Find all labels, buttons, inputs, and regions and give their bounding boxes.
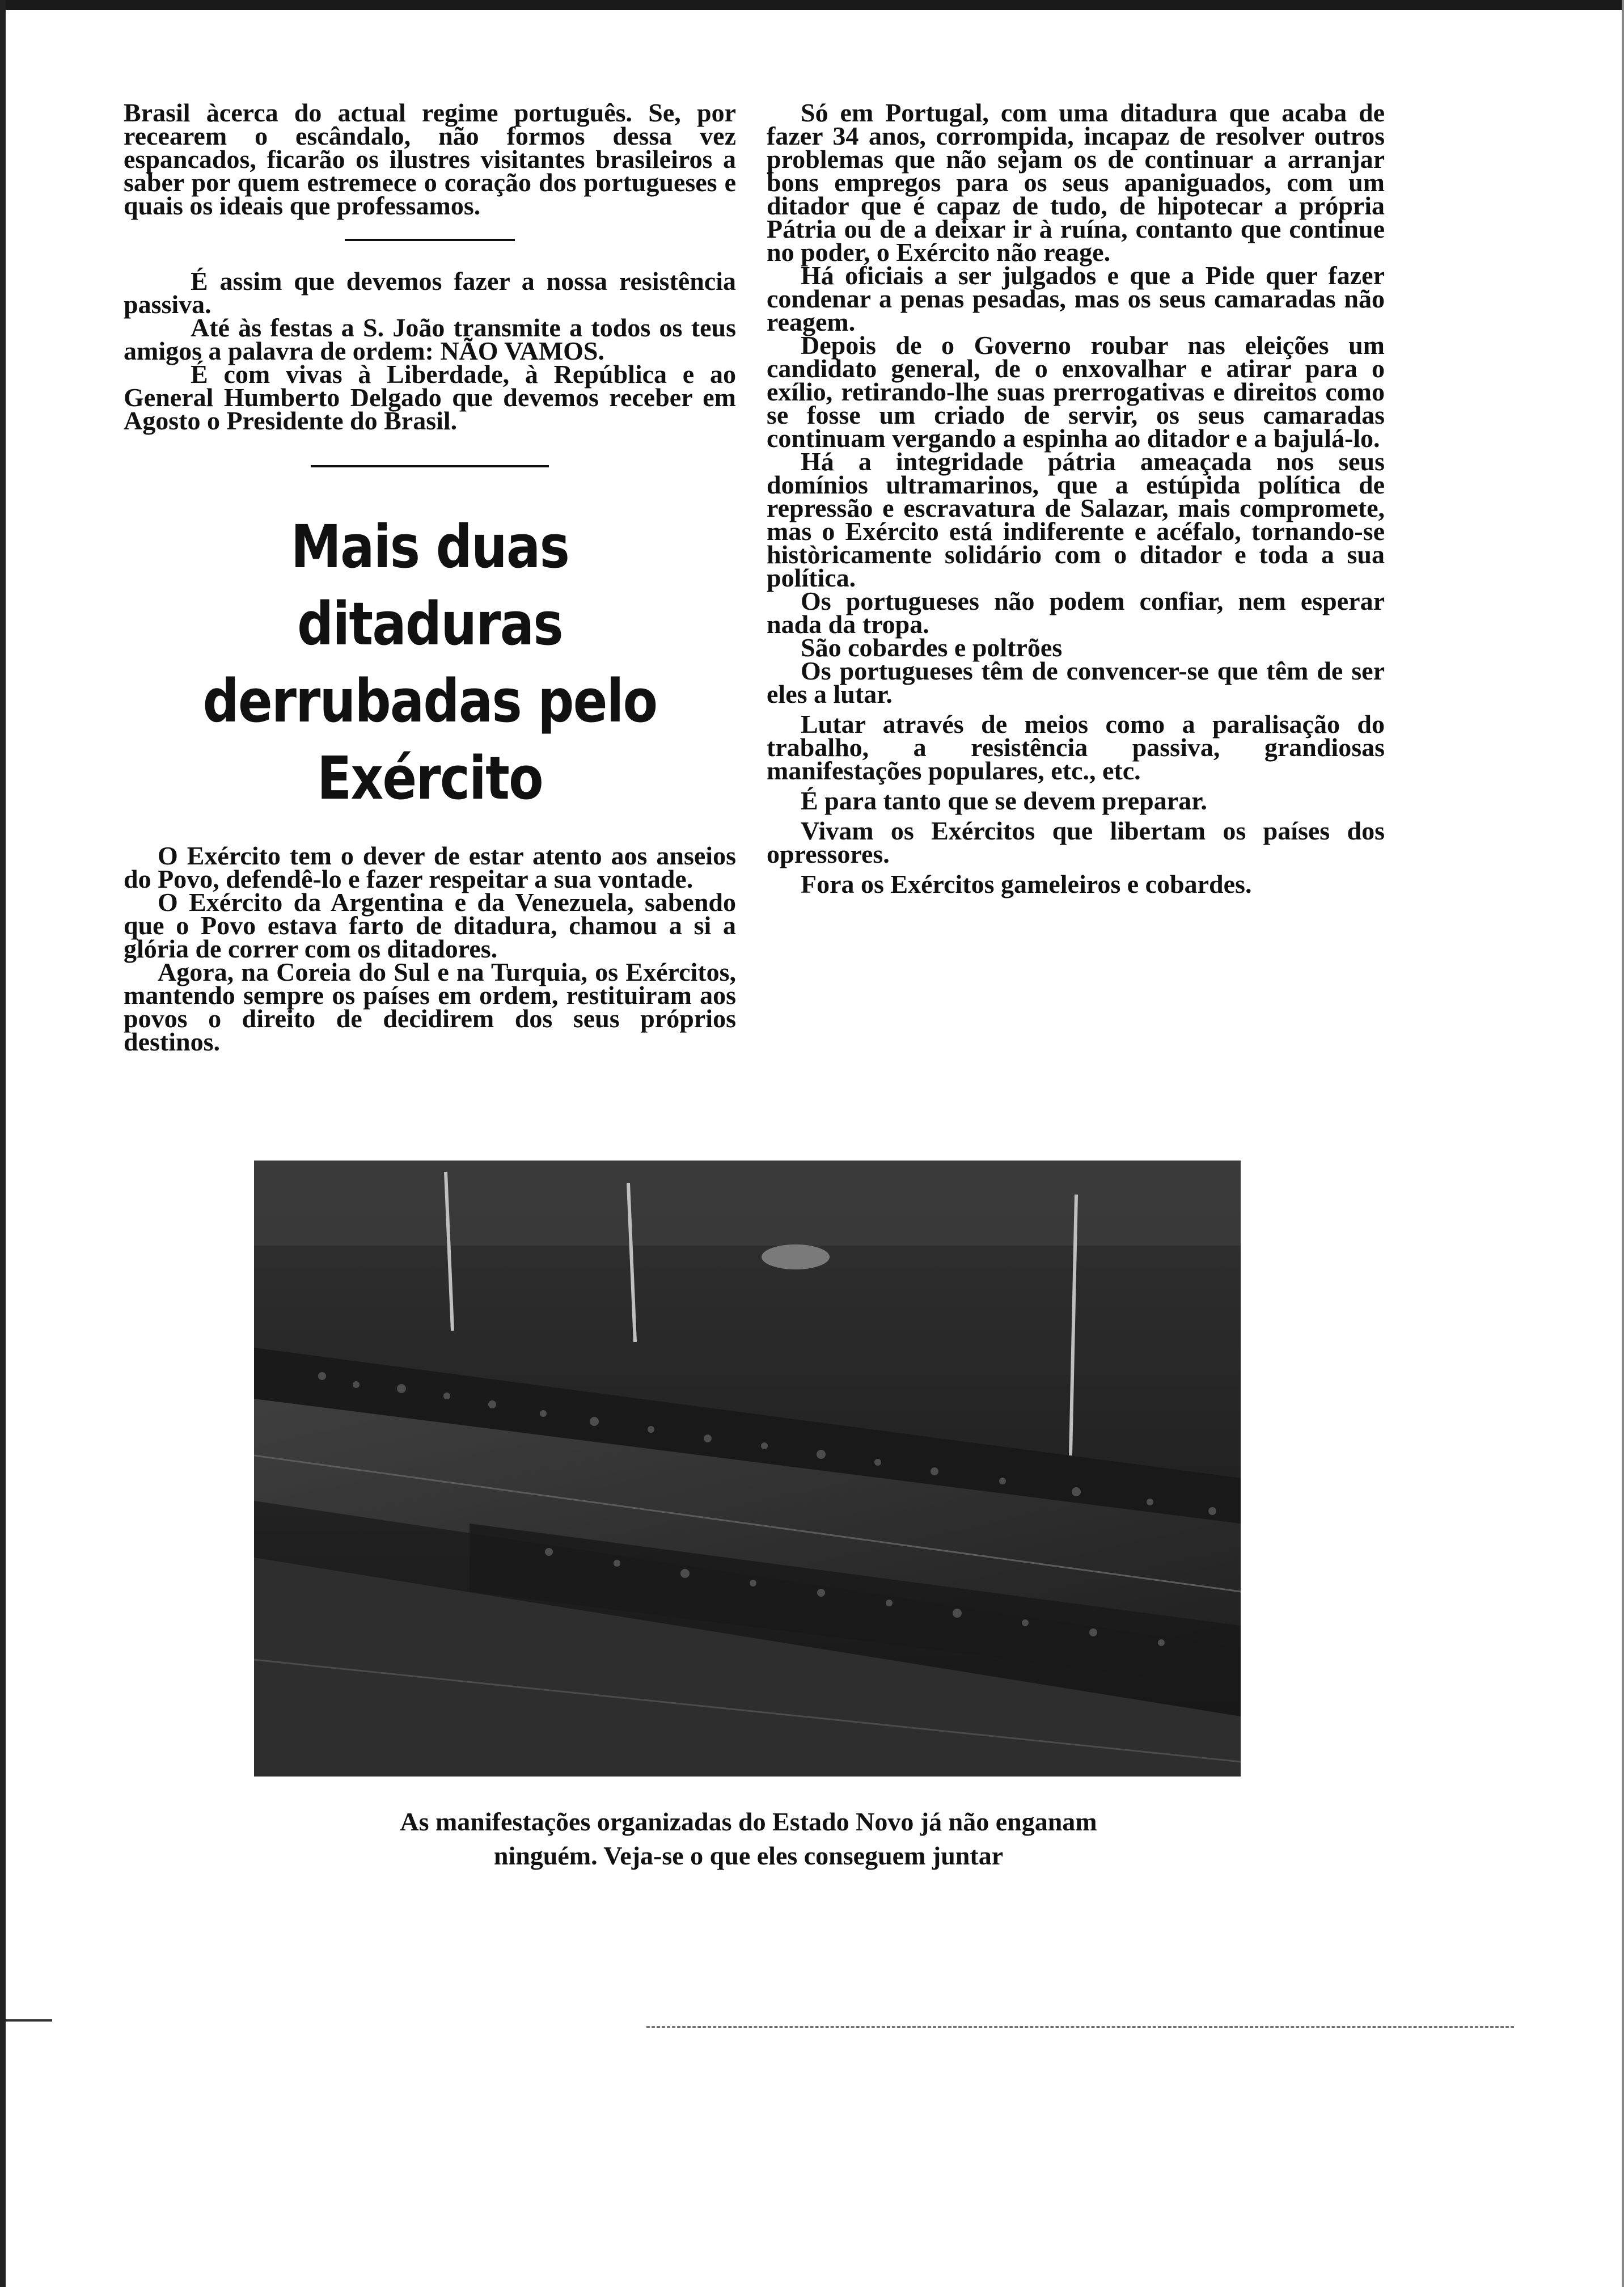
photo-caption (284, 1805, 1213, 1873)
section-divider (311, 465, 549, 467)
headline-line: derrubadas pelo Exército (202, 666, 657, 813)
scan-border-right (1622, 0, 1624, 2287)
resistance-paragraph: É assim que devemos fazer a nossa resistência passiva. (124, 267, 736, 319)
article-paragraph: O Exército tem o dever de estar atento aos anseios do Povo, defendê-lo e fazer respeitar a sua vontade. (124, 841, 736, 893)
caption-line: As manifestações organizadas do Estado Novo já não enganam (400, 1807, 1097, 1836)
right-paragraph: Lutar através de meios como a paralisação do trabalho, a resistência passiva, grandiosas manifestações populares, etc., etc. (767, 710, 1385, 785)
caption-line: ninguém. Veja-se o que eles conseguem juntar (493, 1841, 1004, 1870)
right-paragraph: Os portugueses têm de convencer-se que têm de ser eles a lutar. (767, 656, 1385, 708)
right-paragraph: Fora os Exércitos gameleiros e cobardes. (801, 870, 1252, 898)
right-paragraph: Há a integridade pátria ameaçada nos seus domínios ultramarinos, que a estúpida política de repressão e escravatura de Salazar, mais compromete, mas o Exército está indiferente e acéfalo, tornando-se històricamente solidário com o ditador e toda a sua política. (767, 447, 1385, 592)
intro-paragraph: Brasil àcerca do actual regime português. Se, por recearem o escândalo, não formos dessa vez espancados, ficarão os ilustres visitantes brasileiros a saber por quem estremece o coração dos portugueses e quais os ideais que professamos. (124, 98, 736, 220)
scan-border-top (0, 0, 1624, 10)
scan-border-left (0, 0, 6, 2287)
right-paragraph: É para tanto que se devem preparar. (801, 786, 1207, 815)
headline-line: Mais duas ditaduras (290, 512, 569, 659)
article-paragraph: Agora, na Coreia do Sul e na Turquia, os Exércitos, mantendo sempre os países em ordem, restituiram aos povos o direito de decidirem dos seus próprios destinos. (124, 957, 736, 1056)
crowd-parade-photo (254, 1161, 1241, 1777)
article-paragraph: O Exército da Argentina e da Venezuela, sabendo que o Povo estava farto de ditadura, chamou a si a glória de correr com os ditadores. (124, 888, 736, 963)
left-column (124, 98, 736, 1056)
right-paragraph: Depois de o Governo roubar nas eleições um candidato general, de o enxovalhar e atirar para o exílio, retirando-lhe suas prerrogativas e direitos como se fosse um criado de servir, os seus camaradas continuam vergando a espinha ao ditador e a bajulá-lo. (767, 331, 1385, 453)
resistance-paragraph: Até às festas a S. João transmite a todos os teus amigos a palavra de ordem: NÃO VAMOS. (124, 313, 736, 365)
right-paragraph: Os portugueses não podem confiar, nem esperar nada da tropa. (767, 586, 1385, 639)
section-divider (345, 239, 515, 241)
scan-dashed-rule (646, 2026, 1514, 2028)
right-paragraph: Só em Portugal, com uma ditadura que acaba de fazer 34 anos, corrompida, incapaz de resolver outros problemas que não sejam os de continuar a arranjar bons empregos para os seus apaniguados, com um ditador que é capaz de tudo, de hipotecar a própria Pátria ou de a deixar ir à ruína, contanto que continue no poder, o Exército não reage. (767, 98, 1385, 267)
right-paragraph: São cobardes e poltrões (801, 633, 1063, 662)
right-column (767, 98, 1385, 898)
right-paragraph: Vivam os Exércitos que libertam os países dos opressores. (767, 816, 1385, 868)
resistance-paragraph: É com vivas à Liberdade, à República e ao General Humberto Delgado que devemos receber em Agosto o Presidente do Brasil. (124, 360, 736, 435)
scan-margin-mark (6, 2019, 52, 2022)
article-headline (167, 508, 693, 817)
right-paragraph: Há oficiais a ser julgados e que a Pide quer fazer condenar a penas pesadas, mas os seus camaradas não reagem. (767, 261, 1385, 336)
